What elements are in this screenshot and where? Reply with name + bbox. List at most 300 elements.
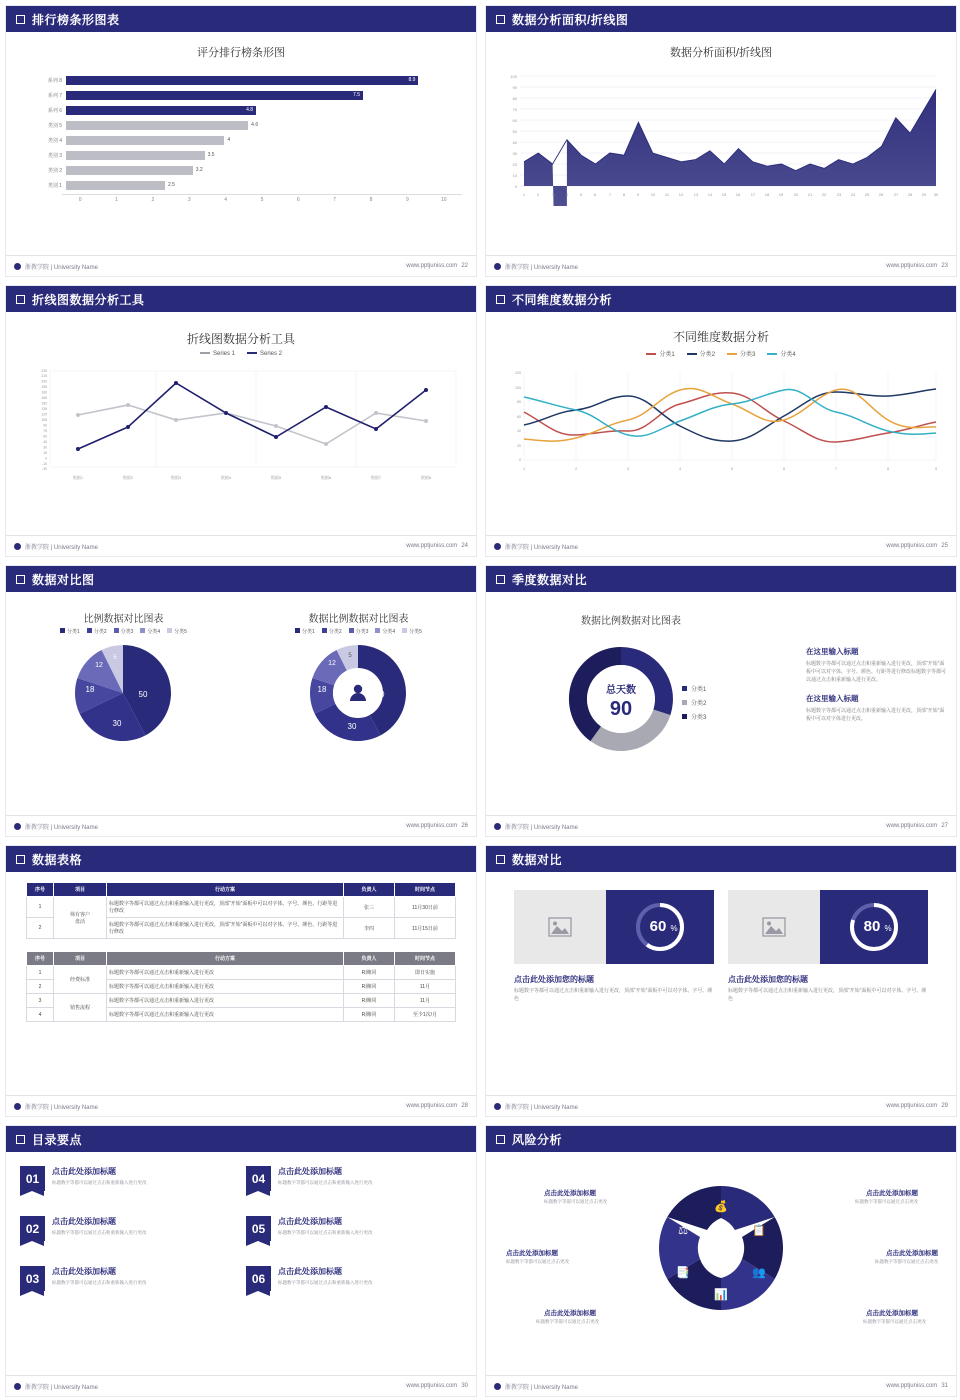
svg-text:10: 10 [512, 173, 517, 178]
bar-label: 类别 3 [47, 153, 62, 159]
td: 张三 [344, 897, 395, 918]
th: 行动方案 [107, 883, 344, 897]
slide-title: 数据表格 [32, 852, 83, 867]
legend-label: 分类5 [174, 629, 187, 635]
page-number: 31 [941, 1383, 948, 1389]
td: 11月 [395, 980, 456, 994]
risk-title: 点击此处添加标题 [866, 1310, 918, 1317]
page-number: 24 [461, 543, 468, 549]
x-tick: 7 [333, 197, 337, 203]
image-icon [762, 917, 786, 937]
svg-text:75: 75 [43, 429, 47, 433]
svg-text:60: 60 [517, 415, 521, 419]
progress-ring [820, 890, 928, 964]
legend-item [140, 628, 160, 635]
toc-text: 标题数字等都可以通过点击和重新输入进行更改 [278, 1280, 373, 1285]
svg-text:14: 14 [707, 192, 713, 197]
chart-title: 比例数据对比图表 [83, 614, 164, 625]
svg-text:18: 18 [85, 685, 95, 694]
block-text: 标题数字等都可以通过点击和重新输入进行更改，顶部“开始”面板中可以对字体、字号、颜色、行距等进行修改标题数字等都可以通过点击和重新输入进行更改。 [806, 661, 947, 683]
table-row [27, 994, 456, 1008]
svg-text:8: 8 [886, 467, 890, 471]
data-table-2 [26, 951, 456, 1022]
th: 时间节点 [395, 952, 456, 966]
legend-item [87, 628, 107, 635]
svg-text:📋: 📋 [752, 1225, 766, 1237]
td: 1 [27, 966, 54, 980]
svg-text:9: 9 [636, 192, 640, 197]
svg-text:90: 90 [43, 423, 47, 428]
pie-legend [6, 628, 241, 635]
footer-site: www.pptjuniss.com [406, 1103, 458, 1109]
image-placeholder [514, 890, 606, 964]
table-row [27, 897, 456, 918]
chart-title: 评分排行榜条形图 [197, 47, 285, 59]
bar-label: 类别 4 [47, 138, 62, 144]
donut-total-days [486, 627, 766, 777]
toc-item[interactable] [246, 1166, 462, 1210]
legend-item [60, 628, 80, 635]
svg-text:18: 18 [764, 192, 770, 197]
risk-text: 标题数字等都可以通过点击更改 [506, 1259, 569, 1264]
pie-chart [6, 635, 241, 755]
svg-text:70: 70 [512, 107, 517, 112]
th: 项目 [54, 883, 107, 897]
legend-item [646, 349, 674, 358]
svg-text:20: 20 [793, 192, 799, 197]
slide-title: 风险分析 [512, 1132, 563, 1147]
svg-text:12: 12 [328, 660, 336, 667]
svg-text:60: 60 [43, 434, 47, 439]
x-tick: 9 [406, 197, 409, 203]
card-text: 标题数字等都可以通过点击和重新输入进行更改，顶部“开始”面板中可以对字体、字号、颜色 [514, 988, 713, 1002]
risk-title: 点击此处添加标题 [506, 1250, 558, 1257]
td-merged: 经费标准 [54, 966, 107, 994]
block-title: 在这里输入标题 [806, 647, 859, 656]
slide-footer [486, 1375, 956, 1396]
legend-item [349, 628, 369, 635]
ring-value: 60 [649, 918, 667, 935]
bar-value: 7.5 [353, 92, 360, 98]
svg-text:%: % [884, 924, 892, 933]
svg-text:9: 9 [934, 467, 938, 471]
bar-value: 3.2 [195, 167, 203, 173]
x-tick: 2 [151, 197, 155, 203]
slide-title-bar [6, 286, 476, 312]
toc-title: 点击此处添加标题 [52, 1167, 116, 1176]
x-tick: 0 [78, 197, 82, 203]
legend-label: Series 1 [212, 351, 235, 357]
svg-text:12: 12 [678, 192, 684, 197]
svg-text:80: 80 [517, 400, 521, 404]
square-icon [496, 1135, 505, 1144]
svg-text:👥: 👥 [752, 1267, 766, 1279]
footer-org: 浙教学院 | University Name [505, 1104, 578, 1111]
td: R测l同 [344, 1008, 395, 1022]
svg-text:7: 7 [608, 192, 612, 197]
logo-icon [494, 1383, 501, 1390]
svg-text:195: 195 [41, 385, 47, 389]
footer-site: www.pptjuniss.com [406, 543, 458, 549]
footer-site: www.pptjuniss.com [406, 263, 458, 269]
td: 标题数字等都可以通过点击和重新输入进行更改 [107, 1008, 344, 1022]
slide-footer [6, 1095, 476, 1116]
svg-text:20: 20 [512, 162, 517, 167]
card [728, 890, 928, 1003]
td: 标题数字等都可以通过点击和重新输入进行更改，顶部“开始”面板中可以对字体、字号、颜色、行距等进行修改 [107, 897, 344, 918]
slide-footer [6, 535, 476, 556]
slide-toc [0, 1120, 480, 1400]
legend-label: 分类1 [659, 352, 675, 358]
legend-item [402, 628, 422, 635]
progress-ring [606, 890, 714, 964]
footer-site: www.pptjuniss.com [406, 1383, 458, 1389]
card [514, 890, 714, 1003]
th: 负责人 [344, 883, 395, 897]
footer-org: 浙教学院 | University Name [505, 1384, 578, 1391]
td: 2 [27, 980, 54, 994]
svg-text:分类2: 分类2 [691, 701, 707, 707]
td: 至少1次/月 [395, 1008, 456, 1022]
slide-footer [6, 255, 476, 276]
toc-item[interactable] [20, 1216, 236, 1260]
svg-text:200: 200 [41, 379, 47, 384]
bar-chart [20, 74, 462, 214]
footer-site: www.pptjuniss.com [886, 1383, 938, 1389]
td: 1 [27, 897, 54, 918]
svg-text:1: 1 [522, 192, 526, 197]
svg-text:5: 5 [730, 467, 734, 471]
toc-title: 点击此处添加标题 [278, 1217, 342, 1226]
table-row [27, 966, 456, 980]
page-number: 30 [461, 1383, 468, 1389]
x-tick: 3 [187, 197, 191, 203]
toc-number: 04 [246, 1166, 271, 1191]
logo-icon [494, 543, 501, 550]
svg-text:21: 21 [807, 192, 813, 197]
footer-org: 浙教学院 | University Name [25, 264, 98, 271]
svg-text:25: 25 [864, 192, 870, 197]
slide-footer [486, 815, 956, 836]
legend-label: 分类3 [355, 629, 369, 635]
svg-text:26: 26 [878, 192, 884, 197]
square-icon [496, 15, 505, 24]
bar-value: 4.6 [251, 122, 259, 128]
risk-title: 点击此处添加标题 [544, 1190, 596, 1197]
x-tick: 10 [440, 197, 447, 203]
footer-site: www.pptjuniss.com [886, 823, 938, 829]
svg-text:3: 3 [551, 192, 555, 197]
svg-text:20: 20 [517, 444, 521, 448]
card-title: 点击此处添加您的标题 [728, 975, 808, 984]
bar-row [20, 74, 462, 87]
chart-title: 数据比例数据对比图表 [581, 616, 681, 627]
toc-item[interactable] [246, 1266, 462, 1310]
td: 11月 [395, 994, 456, 1008]
svg-text:17: 17 [750, 192, 756, 197]
legend-label: 分类1 [302, 629, 315, 635]
bar-row [20, 149, 462, 162]
slide-title: 数据对比图 [32, 572, 95, 587]
slide-data-tables [0, 840, 480, 1120]
slide-footer [486, 1095, 956, 1116]
td: 11月30日前 [395, 897, 456, 918]
svg-text:📑: 📑 [676, 1267, 690, 1279]
bar-label: 系列 8 [47, 78, 62, 84]
svg-text:30: 30 [933, 192, 939, 197]
svg-text:-15: -15 [42, 462, 47, 466]
svg-text:22: 22 [821, 192, 827, 197]
svg-text:4: 4 [565, 192, 569, 197]
slide-title-bar [6, 1126, 476, 1152]
svg-text:分类3: 分类3 [691, 715, 707, 721]
bar-row [20, 119, 462, 132]
chart-title: 数据比例数据对比图表 [308, 614, 409, 625]
data-table-1 [26, 882, 456, 939]
footer-site: www.pptjuniss.com [886, 1103, 938, 1109]
svg-text:6: 6 [593, 192, 597, 197]
bar-label: 系列 6 [47, 108, 62, 114]
svg-text:150: 150 [41, 401, 47, 406]
logo-icon [14, 823, 21, 830]
block-title: 在这里输入标题 [806, 694, 859, 703]
legend-item [295, 628, 315, 635]
bar-row [20, 164, 462, 177]
td: R测l同 [344, 980, 395, 994]
legend-label: 分类2 [328, 629, 342, 635]
th: 负责人 [344, 952, 395, 966]
x-tick: 4 [224, 197, 227, 203]
x-tick: 5 [260, 197, 264, 203]
risk-text: 标题数字等都可以通过点击更改 [855, 1199, 918, 1204]
svg-text:0: 0 [519, 458, 521, 462]
slide-title-bar [6, 566, 476, 592]
th: 序号 [27, 883, 54, 897]
footer-org: 浙教学院 | University Name [505, 264, 578, 271]
legend-label: 分类4 [780, 352, 796, 358]
svg-text:💰: 💰 [714, 1201, 728, 1213]
svg-text:230: 230 [41, 369, 47, 373]
bar-row [20, 179, 462, 192]
quarter-text-panel [806, 646, 946, 732]
svg-text:29: 29 [921, 192, 927, 197]
image-placeholder [728, 890, 820, 964]
svg-text:27: 27 [893, 192, 899, 197]
svg-text:2: 2 [536, 192, 540, 197]
chart-title: 数据分析面积/折线图 [669, 47, 773, 59]
legend-item [200, 351, 235, 357]
footer-site: www.pptjuniss.com [406, 823, 458, 829]
svg-text:60: 60 [512, 118, 517, 123]
slide-title: 不同维度数据分析 [512, 292, 613, 307]
svg-text:7: 7 [834, 467, 838, 471]
svg-text:50: 50 [375, 690, 385, 699]
x-tick: 8 [369, 197, 373, 203]
legend-label: 分类1 [67, 629, 80, 635]
legend-label: 分类2 [93, 629, 107, 635]
bar-row [20, 104, 462, 117]
td: 即日实施 [395, 966, 456, 980]
td: 3 [27, 994, 54, 1008]
svg-text:6: 6 [782, 467, 786, 471]
th: 序号 [27, 952, 54, 966]
svg-text:105: 105 [41, 418, 47, 422]
svg-text:13: 13 [693, 192, 699, 197]
logo-icon [14, 263, 21, 270]
legend-item [167, 628, 187, 635]
toc-item[interactable] [20, 1266, 236, 1310]
slide-area-chart [480, 0, 960, 280]
page-number: 26 [461, 823, 468, 829]
slide-title: 数据对比 [512, 852, 563, 867]
svg-text:120: 120 [41, 412, 47, 417]
toc-item[interactable] [20, 1166, 236, 1210]
th: 时间节点 [395, 883, 456, 897]
svg-text:1: 1 [522, 467, 526, 471]
pie-legend [241, 628, 476, 635]
slide-footer [486, 535, 956, 556]
page-number: 22 [461, 263, 468, 269]
table-header-row [27, 883, 456, 897]
toc-title: 点击此处添加标题 [52, 1217, 116, 1226]
svg-text:165: 165 [41, 396, 47, 400]
svg-text:数据1: 数据1 [72, 475, 84, 480]
svg-text:45: 45 [43, 440, 47, 444]
bar-label: 类别 5 [47, 123, 62, 129]
multi-line-chart [496, 364, 946, 494]
slide-risk-analysis [480, 1120, 960, 1400]
square-icon [496, 575, 505, 584]
svg-text:数据2: 数据2 [122, 475, 134, 480]
block-text: 标题数字等都可以通过点击和重新输入进行更改，顶部“开始”面板中可以对字体进行更改。 [806, 708, 945, 722]
footer-org: 浙教学院 | University Name [505, 824, 578, 831]
svg-text:分类1: 分类1 [691, 687, 707, 693]
toc-title: 点击此处添加标题 [278, 1267, 342, 1276]
toc-number: 05 [246, 1216, 271, 1241]
svg-text:30: 30 [43, 445, 47, 450]
line-chart [16, 363, 466, 498]
svg-text:⚖: ⚖ [678, 1225, 688, 1237]
legend-item [322, 628, 342, 635]
toc-number: 01 [20, 1166, 45, 1191]
square-icon [16, 1135, 25, 1144]
svg-text:-30: -30 [42, 467, 47, 471]
td-merged: 销售流程 [54, 994, 107, 1022]
toc-text: 标题数字等都可以通过点击和重新输入进行更改 [52, 1180, 147, 1185]
slide-quarter-comparison [480, 560, 960, 840]
svg-text:%: % [670, 924, 678, 933]
legend-item [687, 349, 715, 358]
footer-site: www.pptjuniss.com [886, 263, 938, 269]
bar-label: 系列 7 [47, 93, 62, 99]
card-title: 点击此处添加您的标题 [514, 975, 594, 984]
toc-text: 标题数字等都可以通过点击和重新输入进行更改 [278, 1230, 373, 1235]
slide-footer [486, 255, 956, 276]
svg-text:215: 215 [41, 374, 47, 378]
logo-icon [14, 1383, 21, 1390]
slide-data-comparison-pies [0, 560, 480, 840]
svg-text:15: 15 [721, 192, 727, 197]
td: 4 [27, 1008, 54, 1022]
page-number: 28 [461, 1103, 468, 1109]
footer-org: 浙教学院 | University Name [25, 544, 98, 551]
td: 标题数字等都可以通过点击和重新输入进行更改，顶部“开始”面板中可以对字体、字号、颜色、行距等进行修改 [107, 918, 344, 939]
legend-label: 分类3 [740, 352, 756, 358]
chart-title: 折线图数据分析工具 [186, 332, 295, 346]
square-icon [496, 295, 505, 304]
slide-title-bar [486, 6, 956, 32]
svg-text:数据4: 数据4 [220, 475, 232, 480]
logo-icon [494, 263, 501, 270]
slide-title-bar [486, 286, 956, 312]
footer-site: www.pptjuniss.com [886, 543, 938, 549]
risk-text: 标题数字等都可以通过点击更改 [863, 1319, 926, 1324]
bar-label: 类别 1 [47, 183, 62, 189]
svg-text:30: 30 [512, 151, 517, 156]
svg-text:50: 50 [512, 129, 517, 134]
toc-item[interactable] [246, 1216, 462, 1260]
card-list [486, 890, 956, 1003]
logo-icon [494, 1103, 501, 1110]
slide-footer [6, 815, 476, 836]
svg-text:28: 28 [907, 192, 913, 197]
svg-text:10: 10 [650, 192, 656, 197]
footer-org: 浙教学院 | University Name [505, 544, 578, 551]
svg-text:18: 18 [317, 685, 327, 694]
svg-text:8: 8 [622, 192, 626, 197]
slide-title: 季度数据对比 [512, 572, 588, 587]
card-text: 标题数字等都可以通过点击和重新输入进行更改，顶部“开始”面板中可以对字体、字号、颜色 [728, 988, 927, 1002]
svg-text:180: 180 [41, 390, 47, 395]
th: 行动方案 [107, 952, 344, 966]
logo-icon [14, 1103, 21, 1110]
svg-text:100: 100 [510, 74, 517, 79]
td: 标题数字等都可以通过点击和重新输入进行更改 [107, 994, 344, 1008]
logo-icon [14, 543, 21, 550]
svg-text:0: 0 [514, 184, 517, 189]
toc-grid [6, 1152, 476, 1310]
toc-title: 点击此处添加标题 [52, 1267, 116, 1276]
svg-text:40: 40 [517, 429, 521, 433]
square-icon [16, 295, 25, 304]
toc-number: 02 [20, 1216, 45, 1241]
square-icon [16, 855, 25, 864]
svg-text:5: 5 [348, 653, 352, 659]
td: R测l同 [344, 994, 395, 1008]
bar-value: 3.5 [207, 152, 215, 158]
svg-text:80: 80 [512, 96, 517, 101]
bar-row [20, 89, 462, 102]
legend-item [727, 349, 755, 358]
footer-org: 浙教学院 | University Name [25, 1104, 98, 1111]
svg-text:24: 24 [850, 192, 856, 197]
td: 标题数字等都可以通过点击和重新输入进行更改 [107, 966, 344, 980]
svg-text:100: 100 [515, 386, 521, 390]
legend-label: 分类3 [120, 629, 134, 635]
square-icon [16, 15, 25, 24]
svg-text:数据8: 数据8 [420, 475, 432, 480]
svg-text:数据6: 数据6 [320, 475, 332, 480]
legend-item [375, 628, 395, 635]
td: 标题数字等都可以通过点击和重新输入进行更改 [107, 980, 344, 994]
svg-text:数据7: 数据7 [370, 475, 382, 480]
legend-item [767, 349, 795, 358]
slide-title: 排行榜条形图表 [32, 12, 120, 27]
svg-text:总天数: 总天数 [606, 685, 636, 696]
td: R测l同 [344, 966, 395, 980]
td: 李四 [344, 918, 395, 939]
svg-text:90: 90 [512, 85, 517, 90]
